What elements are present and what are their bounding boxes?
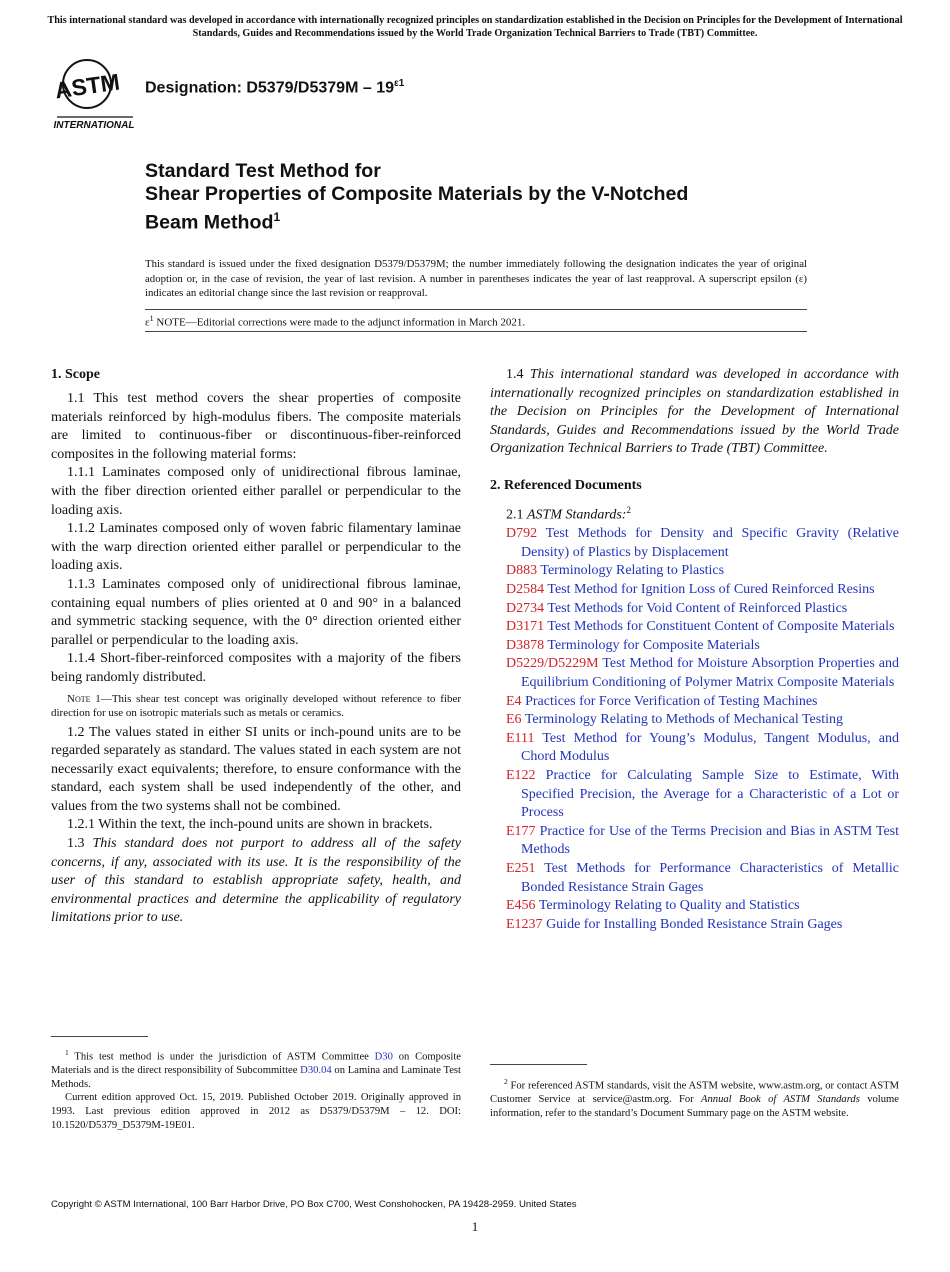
reference-item[interactable] (490, 637, 899, 656)
reference-item[interactable] (490, 916, 899, 935)
reference-item[interactable] (490, 823, 899, 860)
reference-code-link[interactable]: D5229/D5229M (506, 656, 599, 672)
paragraph-1-1-1: 1.1.1 Laminates composed only of unidirectional fibrous laminae, with the fiber direction oriented either parallel or perpendicular to the loading axis. (51, 465, 461, 518)
paragraph-1-1: 1.1 This test method covers the shear properties of composite materials reinforced by high-modulus fibers. The composite materials are limited to continuous-fiber or discontinuous-fiber-reinforced composites in the following material forms: (51, 391, 461, 462)
reference-title-link[interactable]: Practices for Force Verification of Testing Machines (525, 693, 818, 709)
title-line-3: Beam Method$^1$ (145, 210, 281, 234)
reference-title-link[interactable]: Practice for Use of the Terms Precision and Bias in ASTM Test Methods (521, 823, 900, 858)
committee-link[interactable]: D30 (374, 1051, 393, 1063)
footnote-2: $^2$ For referenced ASTM standards, visit the ASTM website, www.astm.org, or contact ASTM Customer Service at service@astm.org. For Annual Book of ASTM Standards volume information, refer to the standard’s Document Summary page on the ASTM website. (490, 1077, 899, 1119)
reference-title-link[interactable]: Test Methods for Constituent Content of Composite Materials (547, 619, 895, 635)
astm-logo (53, 58, 135, 134)
footnote-rule-left (51, 1036, 148, 1037)
reference-item[interactable] (490, 860, 899, 897)
reference-item[interactable] (490, 525, 899, 562)
right-column (490, 366, 899, 934)
reference-list (490, 525, 899, 934)
copyright-line: Copyright © ASTM International, 100 Barr Harbor Drive, PO Box C700, West Conshohocken, PA 19428-2959. United States (51, 1199, 577, 1210)
logo-subtext: INTERNATIONAL (53, 120, 135, 131)
reference-title-link[interactable]: Test Methods for Void Content of Reinforced Plastics (547, 600, 848, 616)
reference-item[interactable] (490, 730, 899, 767)
footnote-1 (51, 1046, 461, 1132)
reference-item[interactable] (490, 693, 899, 712)
reference-title-link[interactable]: Terminology for Composite Materials (547, 637, 760, 653)
astm-standards-intro: 2.1 ASTM Standards:$^2$ (506, 504, 631, 523)
reference-item[interactable] (490, 767, 899, 823)
reference-code-link[interactable]: E111 (506, 730, 535, 746)
footnote-1-edition: Current edition approved Oct. 15, 2019. Published October 2019. Originally approved in 1993. Last previous edition approved in 2012 as D5379/D5379M – 12. DOI: 10.1520/D5379_D5379M-19E01. (51, 1092, 461, 1131)
reference-item[interactable] (490, 618, 899, 637)
reference-title-link[interactable]: Test Methods for Performance Characteristics of Metallic Bonded Resistance Strain Gages (521, 860, 899, 895)
left-column (51, 366, 461, 928)
section-heading-scope: 1. Scope (51, 367, 100, 382)
reference-item[interactable] (490, 655, 899, 692)
reference-title-link[interactable]: Practice for Calculating Sample Size to Estimate, With Specified Precision, the Average for a Characteristic of a Lot or Process (521, 767, 899, 821)
document-title (145, 160, 845, 235)
reference-item[interactable] (490, 711, 899, 730)
reference-title-link[interactable]: Terminology Relating to Quality and Statistics (538, 898, 800, 914)
reference-code-link[interactable]: D3878 (506, 637, 545, 653)
reference-code-link[interactable]: E6 (506, 712, 522, 728)
logo-text: ASTM (53, 68, 122, 104)
reference-code-link[interactable]: E177 (506, 823, 536, 839)
reference-code-link[interactable]: E4 (506, 693, 522, 709)
paragraph-1-1-4: 1.1.4 Short-fiber-reinforced composites with a majority of the fibers being randomly distributed. (51, 651, 461, 685)
divider-bottom (145, 331, 807, 332)
title-line-1: Standard Test Method for (145, 160, 381, 182)
title-line-2: Shear Properties of Composite Materials by the V-Notched (145, 183, 689, 205)
reference-item[interactable] (490, 562, 899, 581)
page-number: 1 (471, 1219, 479, 1234)
reference-code-link[interactable]: D2734 (506, 600, 545, 616)
divider-top (145, 309, 807, 310)
paragraph-1-2: 1.2 The values stated in either SI units or inch-pound units are to be regarded separately as standard. The values stated in each system are not necessarily exact equivalents; therefore, to ensure conformance with the standard, each system shall be used independently of the other, and values from the two systems shall not be combined. (51, 724, 461, 814)
reference-code-link[interactable]: D792 (506, 526, 538, 542)
issuance-statement: This standard is issued under the fixed designation D5379/D5379M; the number immediately following the designation indicates the year of original adoption or, in the case of revision, the year of last revision. A number in parentheses indicates the year of last reapproval. A superscript epsilon (ε) indicates an editorial change since the last revision or reapproval. (145, 258, 807, 299)
title-footnote-mark: 1 (273, 210, 281, 224)
paragraph-1-4: 1.4 This international standard was developed in accordance with internationally recognized principles on standardization established in the Decision on Principles for the Development of International Standards, Guides and Recommendations issued by the World Trade Organization Technical Barriers to Trade (TBT) Committee. (490, 367, 900, 457)
reference-code-link[interactable]: D883 (506, 563, 538, 579)
reference-title-link[interactable]: Test Methods for Density and Specific Gravity (Relative Density) of Plastics by Displacement (521, 526, 899, 560)
reference-title-link[interactable]: Test Method for Young’s Modulus, Tangent Modulus, and Chord Modulus (521, 730, 899, 765)
designation (145, 78, 404, 97)
subcommittee-link[interactable]: D30.04 (300, 1065, 332, 1077)
reference-title-link[interactable]: Terminology Relating to Methods of Mechanical Testing (524, 712, 843, 728)
section-heading-referenced-documents: 2. Referenced Documents (490, 477, 642, 493)
designation-epsilon: ε1 (394, 78, 405, 89)
reference-title-link[interactable]: Guide for Installing Bonded Resistance Strain Gages (546, 916, 843, 932)
reference-title-link[interactable]: Test Method for Ignition Loss of Cured Reinforced Resins (547, 582, 875, 597)
reference-code-link[interactable]: D2584 (506, 582, 545, 597)
reference-code-link[interactable]: D3171 (506, 619, 545, 635)
reference-item[interactable] (490, 581, 899, 600)
top-notice: This international standard was developed in accordance with internationally recognized principles on standardization established in the Decision on Principles for the Development of International Standards, Guides and Recommendations issued by the World Trade Organization Technical Barriers to Trade (TBT) Committee. (47, 15, 903, 39)
footnote-rule-right (490, 1064, 587, 1065)
footnote-1-jurisdiction: $^1$ This test method is under the jurisdiction of ASTM Committee D30 on Composite Materials and is the direct responsibility of Subcommittee D30.04 on Lamina and Laminate Test Methods. (51, 1048, 462, 1090)
paragraph-1-1-3: 1.1.3 Laminates composed only of unidirectional fibrous laminae, containing equal numbers of plies oriented at 0 and 90° in a balanced and symmetric stacking sequence, with the 0° direction oriented either parallel or perpendicular to the loading axis. (51, 576, 461, 648)
paragraph-1-2-1: 1.2.1 Within the text, the inch-pound units are shown in brackets. (67, 817, 433, 833)
editorial-note: $\varepsilon^1$ NOTE—Editorial corrections were made to the adjunct information in March 2021. (145, 314, 526, 329)
reference-item[interactable] (490, 897, 899, 916)
reference-code-link[interactable]: E122 (506, 767, 536, 783)
reference-code-link[interactable]: E456 (506, 898, 536, 914)
reference-item[interactable] (490, 600, 899, 619)
reference-code-link[interactable]: E1237 (506, 916, 543, 932)
paragraph-1-1-2: 1.1.2 Laminates composed only of woven fabric filamentary laminae with the warp direction oriented either parallel or perpendicular to the loading axis. (51, 521, 461, 574)
reference-code-link[interactable]: E251 (506, 860, 536, 876)
note-label: Note 1 (67, 692, 101, 705)
note-1: Note 1—This shear test concept was originally developed without reference to fiber direction for use on isotropic materials such as metals or ceramics. (51, 692, 461, 719)
reference-title-link[interactable]: Terminology Relating to Plastics (540, 563, 725, 579)
designation-label: Designation: D5379/D5379M – 19 (145, 79, 394, 97)
paragraph-1-3: 1.3 This standard does not purport to address all of the safety concerns, if any, associated with its use. It is the responsibility of the user of this standard to establish appropriate safety, health, and environmental practices and determine the applicability of regulatory limitations prior to use. (51, 836, 461, 926)
reference-title-link[interactable]: Test Method for Moisture Absorption Properties and Equilibrium Conditioning of Polymer Matrix Composite Materials (521, 656, 900, 690)
